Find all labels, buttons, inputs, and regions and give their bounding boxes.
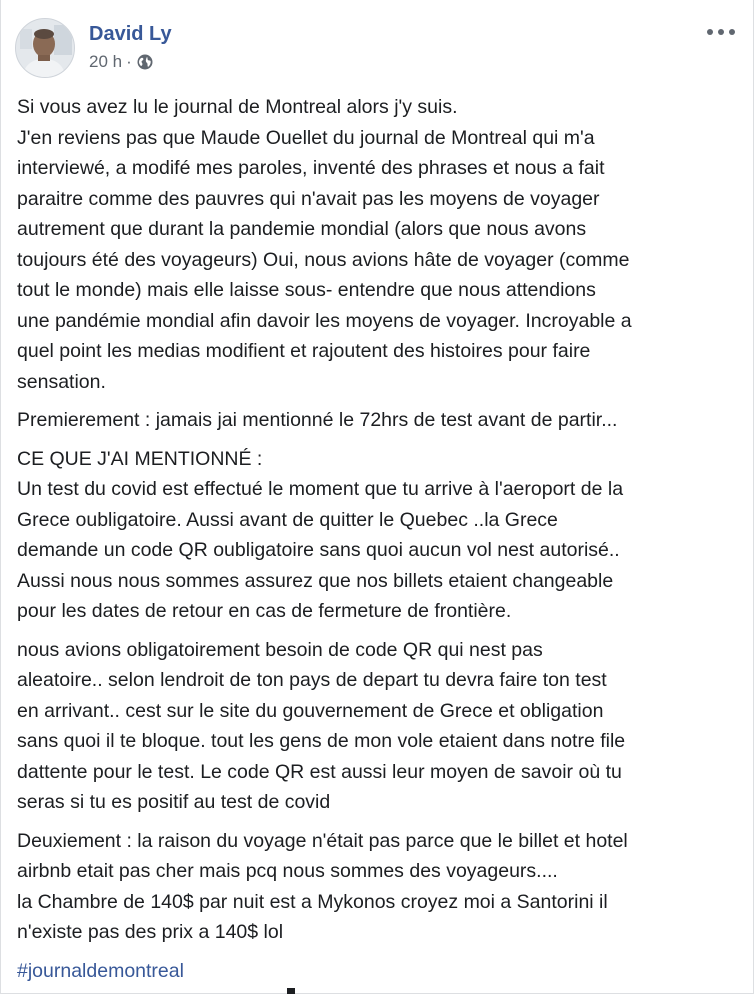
post-paragraph (17, 92, 741, 397)
meta-separator: · (126, 52, 132, 71)
text-line: Un test du covid est effectué le moment que tu arrive à l'aeroport de la (17, 478, 624, 500)
hashtag-link[interactable]: #journaldemontreal (17, 959, 184, 982)
author-name[interactable]: David Ly (89, 23, 172, 45)
text-line: quel point les medias modifient et rajoutent des histoires pour faire (17, 340, 591, 362)
ellipsis-icon (718, 29, 724, 35)
profile-photo-icon[interactable] (15, 18, 75, 78)
text-line: pour les dates de retour en cas de fermeture de frontière. (17, 600, 512, 622)
text-line: aleatoire.. selon lendroit de ton pays de depart tu devra faire ton test (17, 669, 607, 691)
text-line: Premierement : jamais jai mentionné le 72hrs de test avant de partir... (17, 409, 618, 431)
text-line: paraitre comme des pauvres qui n'avait pas les moyens de voyager (17, 187, 600, 210)
text-line: toujours été des voyageurs) Oui, nous avions hâte de voyager (comme (17, 248, 630, 271)
ellipsis-icon (729, 29, 735, 35)
text-line: Aussi nous nous sommes assurez que nos billets etaient changeable (17, 569, 614, 592)
text-line: n'existe pas des prix a 140$ lol (17, 921, 284, 943)
text-line: tout le monde) mais elle laisse sous- entendre que nous attendions (17, 279, 596, 301)
text-line: airbnb etait pas cher mais pcq nous sommes des voyageurs.... (17, 860, 558, 882)
text-line: en arrivant.. cest sur le site du gouvernement de Grece et obligation (17, 699, 604, 722)
post-paragraph (17, 635, 741, 818)
text-line: Deuxiement : la raison du voyage n'était pas parce que le billet et hotel (17, 829, 628, 852)
hashtag-paragraph (17, 956, 741, 987)
post-time[interactable]: 20 h (89, 52, 123, 71)
text-line: autrement que durant la pandemie mondial (alors que nous avons (17, 218, 587, 240)
ellipsis-icon (707, 29, 713, 35)
text-line: nous avions obligatoirement besoin de code QR qui nest pas (17, 638, 543, 661)
cropped-element-edge (287, 988, 295, 994)
text-line: sans quoi il te bloque. tout les gens de mon vole etaient dans notre file (17, 730, 626, 752)
text-line: demande un code QR oubligatoire sans quoi aucun vol nest autorisé.. (17, 539, 620, 561)
text-line: la Chambre de 140$ par nuit est a Mykonos croyez moi a Santorini il (17, 890, 608, 913)
text-line: J'en reviens pas que Maude Ouellet du journal de Montreal qui m'a (17, 126, 595, 149)
text-line: une pandémie mondial afin davoir les moyens de voyager. Incroyable a (17, 309, 632, 332)
text-line: CE QUE J'AI MENTIONNÉ : (17, 447, 263, 470)
text-line: Grece oubligatoire. Aussi avant de quitter le Quebec ..la Grece (17, 508, 558, 531)
text-line: seras si tu es positif au test de covid (17, 791, 331, 813)
post-body (17, 92, 741, 994)
post-paragraph (17, 444, 741, 627)
post-header (15, 18, 741, 80)
post-meta (89, 51, 153, 73)
text-line: interviewé, a modifé mes paroles, inventé des phrases et nous a fait (17, 157, 605, 179)
globe-icon[interactable] (137, 54, 153, 70)
post-paragraph (17, 405, 741, 436)
text-line: dattente pour le test. Le code QR est aussi leur moyen de savoir où tu (17, 760, 622, 783)
text-line: sensation. (17, 370, 106, 393)
text-line: Si vous avez lu le journal de Montreal alors j'y suis. (17, 96, 458, 118)
more-options-button[interactable] (707, 24, 735, 40)
post-paragraph (17, 826, 741, 948)
